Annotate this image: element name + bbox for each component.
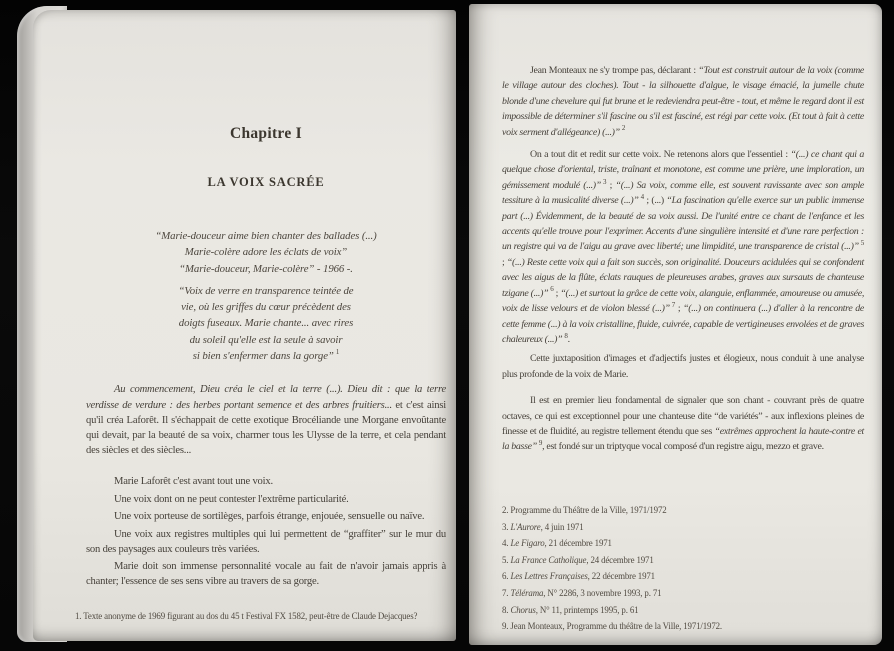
text-run: Le Figaro: [510, 538, 545, 549]
text-run: 9. Jean Monteaux, Programme du théâtre de la Ville, 1971/1972.: [502, 621, 722, 632]
body-paragraph: Une voix aux registres multiples qui lui permettent de “graffiter” sur le mur du son des paysages aux couleurs très variées.: [86, 528, 446, 555]
text-run: Chorus: [510, 604, 536, 615]
text-run: Les Lettres Françaises: [510, 571, 588, 582]
footnote-ref: 6: [550, 285, 554, 294]
footnote-ref: 4: [640, 192, 644, 201]
epigraph-line: “Voix de verre en transparence teintée de: [178, 284, 354, 297]
body-paragraph: [502, 63, 864, 140]
footnote-item: [502, 618, 868, 635]
footnote-ref: 9: [538, 439, 543, 448]
epigraph-line-text: si bien s'enfermer dans la gorge”: [192, 350, 334, 363]
text-run: Au commencement, Dieu créa le ciel et la terre (...). Dieu dit : que la terre verdisse de verdure : des herbes portant semence et des arbres fruitiers...: [86, 384, 446, 411]
footnote-item: [502, 535, 868, 552]
footnote-ref: 3: [602, 177, 607, 186]
text-run: 6.: [502, 571, 511, 582]
epigraph-line: “Marie-douceur aime bien chanter des ballades (...): [155, 230, 377, 242]
text-run: et c'est ainsi qu'il créa Laforêt. Il s'échappait de cette exotique Brocéliande une Morgane envoûtante qui devait, par la beauté de sa voix, charmer tous les Ulysse de la terre, et cela pendant des siècles et des siècles...: [86, 399, 446, 457]
text-run: Jean Monteaux ne s'y trompe pas, déclarant :: [530, 65, 699, 76]
epigraph-line: doigts fuseaux. Marie chante... avec rires: [178, 317, 354, 330]
footnote-item: [502, 602, 868, 619]
footnote-item: [502, 568, 868, 585]
text-run: , 4 juin 1971: [540, 521, 584, 532]
epigraph-line: “Marie-douceur, Marie-colère” - 1966 -.: [179, 262, 353, 275]
footnote-item: [502, 519, 868, 536]
body-paragraph: Marie doit son immense personnalité vocale au fait de n'avoir jamais appris à chanter; l'essence de ses sens vibre au travers de sa gorge.: [86, 561, 446, 588]
footnote-ref: 7: [671, 300, 675, 309]
text-run: On a tout dit et redit sur cette voix. Ne retenons alors que l'essentiel :: [530, 149, 791, 161]
epigraph-line: du soleil qu'elle est la seule à savoir: [189, 333, 343, 346]
left-page-footnotes: [75, 610, 437, 624]
footnote-item: [502, 552, 868, 569]
text-run: 2. Programme du Théâtre de la Ville, 1971/1972: [502, 505, 667, 515]
text-run: “La fascination qu'elle exerce sur un public immense part (...) Évidemment, de la beauté de sa voix aussi. De l'unité entre ce chant de l'enfance et les accents qu'elle trouve pour l'exprimer. Accents d'une singulière intensité et d'une rare perfection : un registre qui va de l'aigu au grave avec liberté; une limpidité, une transparence de cristal (...)”: [502, 195, 864, 253]
text-run: ;: [606, 179, 616, 191]
text-run: “(...) on continuera (...) d'aller à la rencontre de cette femme (...) à la voix cristalline, fluide, cuivrée, capable de vertigineuses envolées et de graves chaleureux (...)”: [502, 303, 864, 345]
epigraph-line: Marie-colère adore les éclats de voix”: [184, 246, 348, 259]
epigraph-line: vie, où les griffes du cœur précèdent des: [181, 301, 351, 314]
epigraph-line: [86, 348, 446, 364]
footnote-ref: 8: [564, 331, 568, 340]
text-run: “(...) et surtout la grâce de cette voix, alanguie, enflammée, amoureuse ou amusée, voix de lisse velours et de violon blessé (...)”: [502, 287, 865, 315]
footnote-item: [502, 502, 868, 519]
text-run: , est fondé sur un triptyque vocal composé d'un registre aigu, mezzo et grave.: [542, 441, 824, 453]
footnote-item: [502, 585, 868, 602]
text-run: Télérama: [510, 587, 544, 598]
text-run: 3.: [502, 521, 511, 532]
text-run: ;: [502, 256, 507, 268]
text-run: “(...) Reste cette voix qui a fait son succès, son originalité. Douceurs acidulées qui se confondent avec les aigus de la flûte, éclats rauques de pleureuses arabes, graves aux sursauts de chanteuse tzigane (...)”: [502, 256, 864, 299]
chapter-heading: Chapitre I: [229, 125, 303, 142]
text-run: ; (...): [643, 195, 667, 207]
text-run: 7.: [502, 587, 511, 598]
text-run: “extrêmes approchent la haute-contre et la basse”: [502, 425, 864, 453]
text-run: , 24 décembre 1971: [586, 554, 654, 565]
text-run: La France Catholique: [510, 554, 587, 565]
text-run: Il est en premier lieu fondamental de signaler que son chant - couvrant près de quatre octaves, ce qui est exceptionnel pour une chanteuse dite “de variétés” - aux inflexions pleines de finesse et de fluidité, au registre tellement étendu que ses: [502, 395, 864, 437]
body-paragraph: Une voix porteuse de sortilèges, parfois étrange, enjouée, sensuelle ou naïve.: [114, 511, 425, 523]
text-run: ;: [675, 303, 684, 315]
body-paragraph: [502, 351, 864, 382]
text-run: , 22 décembre 1971: [587, 571, 655, 582]
chapter-title: LA VOIX SACRÉE: [207, 175, 325, 189]
right-page: [469, 4, 882, 645]
footnote-ref: 2: [621, 124, 626, 133]
text-run: “(...) Sa voix, comme elle, est souvent ravissante avec son ample tessiture à la musicalité diverse (...)”: [502, 179, 865, 207]
text-run: 4.: [502, 538, 511, 549]
text-run: Cette juxtaposition d'images et d'adjectifs justes et élogieux, nous conduit à une analyse plus profonde de la voix de Marie.: [502, 353, 864, 380]
footnote-ref: 5: [860, 239, 864, 248]
text-run: , N° 2286, 3 novembre 1993, p. 71: [543, 587, 662, 598]
text-run: “Tout est construit autour de la voix (comme le village autour des cloches). Tout - la silhouette d'algue, le visage émacié, la jumelle chute blonde d'une chevelure qui fut brune et le redeviendra peut-être - tout, et même le regard dont il est impossible de déterminer s'il fascine ou s'il est fasciné, est régi par cette voix. (Et tout à fait à cette voix serment d'allégeance) (...)”: [502, 65, 864, 138]
text-run: “(...) ce chant qui a quelque chose d'oriental, triste, traînant et monotone, est comme une prière, une imploration, un gémissement modulé (...)”: [502, 149, 865, 191]
text-run: , N° 11, printemps 1995, p. 61: [535, 604, 639, 615]
text-run: , 21 décembre 1971: [544, 538, 612, 549]
body-paragraph: [502, 147, 864, 347]
body-paragraph: [502, 393, 864, 455]
footnote-ref: 1: [335, 348, 340, 357]
left-page-text-column: [86, 10, 446, 589]
left-page: [33, 10, 456, 641]
text-run: 8.: [502, 604, 511, 615]
body-paragraph: Une voix dont on ne peut contester l'extrême particularité.: [114, 493, 349, 505]
text-run: 5.: [502, 554, 511, 565]
epigraph-2: [86, 283, 446, 364]
right-page-footnotes: [502, 502, 868, 635]
text-run: L'Aurore: [510, 521, 541, 532]
text-run: .: [567, 333, 570, 345]
right-page-text-column: [502, 4, 864, 455]
body-paragraph: Marie Laforêt c'est avant tout une voix.: [114, 476, 273, 488]
text-run: ;: [553, 287, 561, 299]
footnote-item: 1. Texte anonyme de 1969 figurant au dos du 45 t Festival FX 1582, peut-être de Claude Dejacques?: [75, 611, 418, 621]
epigraph-1: [86, 228, 446, 277]
opening-paragraph: [86, 382, 446, 458]
